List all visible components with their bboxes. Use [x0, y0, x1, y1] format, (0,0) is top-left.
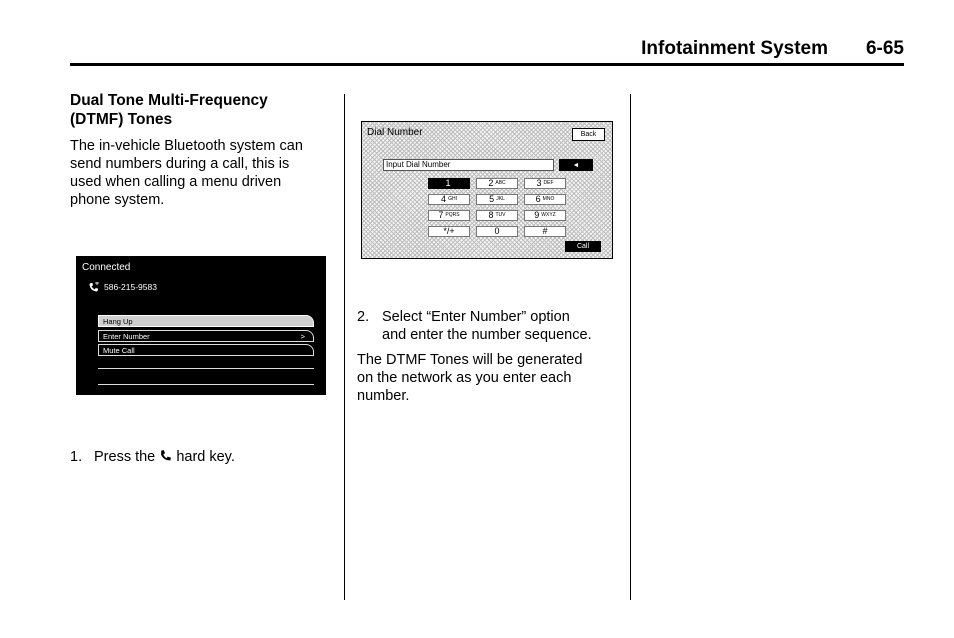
screen-title: Connected — [82, 262, 131, 273]
column-divider-right — [630, 94, 631, 600]
intro-paragraph — [70, 137, 342, 209]
connected-screen — [76, 256, 326, 395]
key-digit: 6 — [535, 194, 541, 204]
step-line — [357, 308, 625, 326]
key-9[interactable] — [524, 210, 566, 221]
text-line: phone system. — [70, 192, 165, 208]
step-2 — [357, 308, 625, 344]
key-4[interactable] — [428, 194, 470, 205]
key-digit: 8 — [488, 210, 494, 220]
key-digit: 4 — [441, 194, 447, 204]
key-1[interactable] — [428, 178, 470, 189]
section-title: Infotainment System — [641, 38, 828, 59]
empty-menu-row — [98, 384, 314, 385]
phone-icon — [88, 282, 100, 292]
key-0[interactable] — [476, 226, 518, 237]
backspace-icon: ◄ — [572, 161, 580, 169]
key-digit: 5 — [489, 194, 495, 204]
column-divider-left — [344, 94, 345, 600]
key-2[interactable] — [476, 178, 518, 189]
text-line: number. — [357, 388, 410, 404]
key-digit: 1 — [445, 178, 451, 188]
step-number: 1. — [70, 449, 83, 465]
key-digit: # — [542, 226, 548, 236]
key-digit: 3 — [536, 178, 542, 188]
step-text: and enter the number sequence. — [382, 327, 592, 343]
key-7[interactable] — [428, 210, 470, 221]
dial-input-field[interactable]: Input Dial Number — [383, 159, 554, 171]
key-letters: DEF — [543, 180, 554, 186]
back-button[interactable]: Back — [572, 128, 605, 141]
key-digit: */+ — [443, 226, 455, 236]
screen-title: Dial Number — [367, 127, 423, 138]
key-letters: GHI — [448, 196, 457, 202]
enter-number-option[interactable] — [98, 330, 314, 342]
chevron-right-icon: > — [300, 332, 305, 341]
header-rule — [70, 63, 904, 66]
text-line: The in-vehicle Bluetooth system can — [70, 138, 303, 154]
result-paragraph — [357, 351, 625, 405]
section-heading — [70, 91, 340, 129]
phone-number: 586-215-9583 — [104, 282, 157, 292]
call-info — [88, 282, 157, 292]
call-button[interactable]: Call — [565, 241, 601, 252]
key-letters: JKL — [496, 196, 505, 202]
step-number: 2. — [357, 309, 370, 325]
key-letters: WXYZ — [541, 212, 556, 218]
key-letters: MNO — [542, 196, 555, 202]
hang-up-option[interactable] — [98, 315, 314, 327]
key-6[interactable] — [524, 194, 566, 205]
key-digit: 0 — [494, 226, 500, 236]
key-5[interactable] — [476, 194, 518, 205]
key-hash[interactable] — [524, 226, 566, 237]
key-letters: PQRS — [445, 212, 460, 218]
key-digit: 9 — [534, 210, 540, 220]
text-line: The DTMF Tones will be generated — [357, 352, 583, 368]
key-star-plus[interactable] — [428, 226, 470, 237]
text-line: send numbers during a call, this is — [70, 156, 290, 172]
key-digit: 7 — [438, 210, 444, 220]
step-1 — [70, 448, 235, 466]
text-line: used when calling a menu driven — [70, 174, 282, 190]
phone-icon — [159, 449, 172, 462]
key-letters: ABC — [495, 180, 506, 186]
key-digit: 2 — [488, 178, 494, 188]
heading-line: Dual Tone Multi-Frequency — [70, 92, 268, 109]
menu-label: Enter Number — [103, 332, 150, 341]
step-text: Press the — [94, 449, 156, 465]
step-text: hard key. — [176, 449, 235, 465]
mute-call-option[interactable] — [98, 344, 314, 356]
menu-label: Hang Up — [103, 317, 133, 326]
key-8[interactable] — [476, 210, 518, 221]
key-3[interactable] — [524, 178, 566, 189]
key-letters: TUV — [495, 212, 506, 218]
text-line: on the network as you enter each — [357, 370, 572, 386]
dial-number-screen — [361, 121, 613, 259]
menu-label: Mute Call — [103, 346, 135, 355]
empty-menu-row — [98, 368, 314, 369]
backspace-button[interactable] — [559, 159, 593, 171]
page-number: 6-65 — [865, 38, 904, 59]
heading-line: (DTMF) Tones — [70, 111, 173, 128]
step-text: Select “Enter Number” option — [382, 309, 570, 325]
